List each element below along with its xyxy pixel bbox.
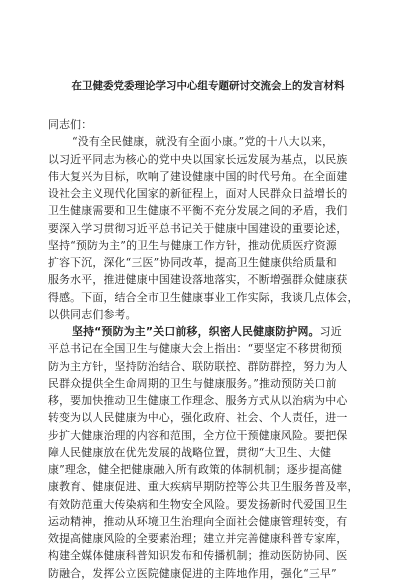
- text-line: 有效防范重大传染病和生物安全风险。要发扬新时代爱国卫生: [48, 497, 348, 511]
- paragraph-1: [48, 133, 360, 323]
- text-line: 康教育、健康促进、重大疾病早期防控等公共卫生服务普及率，: [48, 480, 359, 494]
- text-line: 步扩大健康治理的内容和范围，全方位干预健康风险。要把保: [48, 428, 348, 442]
- text-line: 障人民健康放在优先发展的战略位置，贯彻“大卫生、大健: [48, 445, 332, 459]
- text-line: 坚持“预防为主”的卫生与健康工作方针，推动优质医疗资源: [48, 238, 337, 252]
- text-line: 康”理念，健全把健康融入所有政策的体制机制；逐步提高健: [48, 463, 343, 476]
- text-line: 民群众提供全生命周期的卫生与健康服务。”推动预防关口前: [48, 376, 337, 390]
- text-line: 得感。下面，结合全市卫生健康事业工作实际，我谈几点体会，: [48, 290, 359, 304]
- text-line: 移，要加快推动卫生健康工作理念、服务方式从以治病为中心: [48, 394, 348, 407]
- document-title: 在卫健委党委理论学习中心组专题研讨交流会上的发言材料: [71, 80, 345, 92]
- text-line: 运动精神，推动从环境卫生治理向全面社会健康管理转变，有: [48, 514, 348, 528]
- paragraph-2: [48, 340, 360, 582]
- text-line: 以习近平同志为核心的党中央以国家长远发展为基点，以民族: [48, 152, 348, 166]
- text-line: 伟大复兴为目标，吹响了建设健康中国的时代号角。在全面建: [48, 169, 348, 183]
- text-line: 要深入学习贯彻习近平总书记关于健康中国建设的重要论述，: [48, 221, 348, 235]
- paragraph-2-first-line: [48, 323, 360, 340]
- text-line: 卫生健康需要和卫生健康不平衡不充分发展之间的矛盾，我们: [48, 204, 348, 218]
- text-line: 扩容下沉，深化“三医”协同改革，提高卫生健康供给质量和: [48, 256, 337, 269]
- text-line: 设社会主义现代化国家的新征程上，面对人民群众日益增长的: [48, 187, 348, 200]
- text-line: “没有全民健康，就没有全面小康。”党的十八大以来，: [72, 135, 334, 149]
- text-line: 服务水平，推进健康中国建设落地落实，不断增强群众健康获: [48, 273, 348, 287]
- text-line: 构建全媒体健康科普知识发布和传播机制；推动医防协同、医: [48, 549, 348, 563]
- paragraph-2-lead-tail: 习近: [319, 325, 342, 338]
- document-body: [48, 116, 360, 582]
- text-line: 防融合，发挥公立医院健康促进的主阵地作用，强化“三早”: [48, 566, 337, 580]
- text-line: 转变为以人民健康为中心，强化政府、社会、个人责任，进一: [48, 411, 348, 425]
- salutation: 同志们：: [48, 118, 93, 131]
- text-line: 以供同志们参考。: [48, 307, 137, 321]
- paragraph-2-lead: 坚持“预防为主”关口前移，织密人民健康防护网。: [72, 325, 320, 338]
- text-line: 平总书记在全国卫生与健康大会上指出：“要坚定不移贯彻预: [48, 342, 343, 356]
- text-line: 防为主方针，坚持防治结合、联防联控、群防群控，努力为人: [48, 359, 348, 373]
- text-line: 效提高健康风险的全要素治理；建立并完善健康科普专家库，: [48, 532, 348, 545]
